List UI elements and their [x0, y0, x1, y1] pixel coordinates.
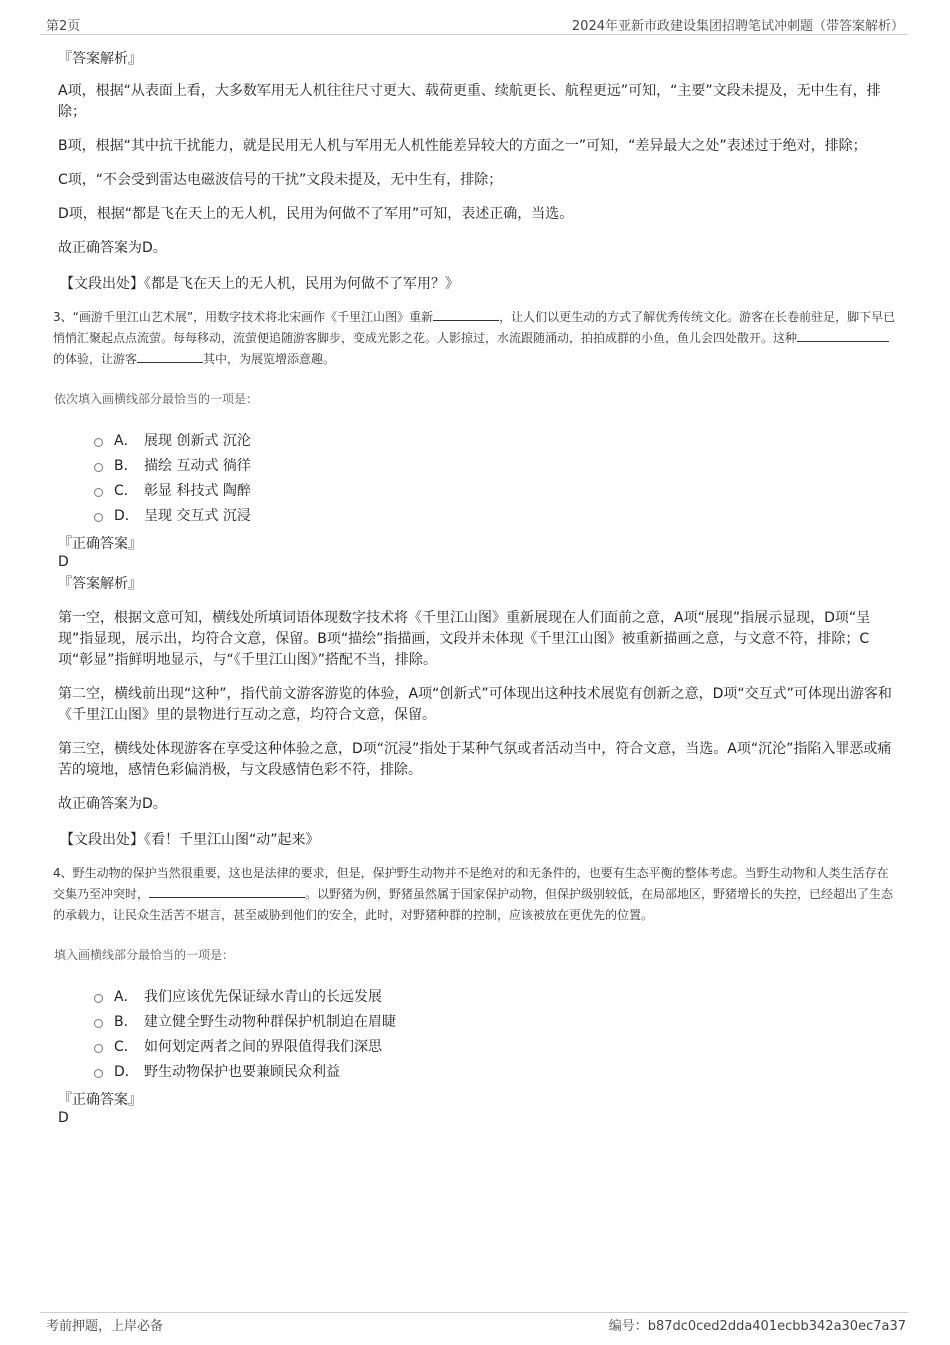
- option-a[interactable]: A． 展现 创新式 沉沦: [94, 427, 896, 452]
- analysis-paragraph: D项，根据“都是飞在天上的无人机，民用为何做不了军用”可知，表述正确，当选。: [58, 206, 574, 222]
- blank-1: [433, 307, 499, 321]
- radio-icon[interactable]: [94, 994, 103, 1003]
- document-code: 编号：b87dc0ced2dda401ecbb342a30ec7a37: [608, 1319, 906, 1334]
- analysis-conclusion: 故正确答案为D。: [58, 796, 167, 812]
- option-b[interactable]: B． 建立健全野生动物种群保护机制迫在眉睫: [94, 1008, 896, 1033]
- radio-icon[interactable]: [94, 463, 103, 472]
- radio-icon[interactable]: [94, 438, 103, 447]
- correct-answer-label: 『正确答案』: [58, 1092, 142, 1108]
- analysis-label: 『答案解析』: [58, 51, 142, 67]
- question-prompt: 依次填入画横线部分最恰当的一项是：: [54, 392, 259, 406]
- option-d[interactable]: D． 呈现 交互式 沉浸: [94, 502, 896, 527]
- radio-icon[interactable]: [94, 1019, 103, 1028]
- question-prompt: 填入画横线部分最恰当的一项是：: [54, 948, 235, 962]
- question-3: 3、“画游千里江山艺术展”，用数字技术将北宋画作《千里江山图》重新 ，让人们以更生动的方式了解优秀传统文化。游客在长卷前驻足，脚下早已悄悄汇聚起点点流萤。每每移动，流萤便追随游客脚步，变成光影之花。人影掠过，水流跟随涌动，拍拍成群的小鱼，鱼儿会四处散开。这种的体验，让游客 其中，为展览增添意趣。: [53, 307, 896, 370]
- analysis-paragraph: A项，根据“从表面上看，大多数军用无人机往往尺寸更大、载荷更重、续航更长、航程更远”可知，“主要”文段未提及，无中生有，排除；: [58, 83, 881, 120]
- page-number: 第2页: [46, 19, 81, 34]
- option-b[interactable]: B． 描绘 互动式 徜徉: [94, 452, 896, 477]
- radio-icon[interactable]: [94, 1069, 103, 1078]
- analysis-paragraph: B项，根据“其中抗干扰能力，就是民用无人机与军用无人机性能差异较大的方面之一”可知，“差异最大之处”表述过于绝对，排除；: [58, 138, 867, 154]
- analysis-paragraph: 第三空，横线处体现游客在享受这种体验之意，D项“沉浸”指处于某种气氛或者活动当中，符合文意，当选。A项“沉沦”指陷入罪恶或痛苦的境地，感情色彩偏消极，与文段感情色彩不符，排除。: [58, 741, 892, 778]
- document-title: 2024年亚新市政建设集团招聘笔试冲刺题（带答案解析）: [571, 19, 904, 34]
- analysis-conclusion: 故正确答案为D。: [58, 240, 167, 256]
- correct-answer: D: [58, 554, 69, 570]
- radio-icon[interactable]: [94, 1044, 103, 1053]
- blank-1: [149, 884, 305, 898]
- analysis-paragraph: 第二空，横线前出现“这种”，指代前文游客游览的体验，A项“创新式”可体现出这种技术展览有创新之意，D项“交互式”可体现出游客和《千里江山图》里的景物进行互动之意，均符合文意，保留。: [58, 686, 892, 723]
- analysis-paragraph: C项，“不会受到雷达电磁波信号的干扰”文段未提及，无中生有，排除；: [58, 172, 503, 188]
- radio-icon[interactable]: [94, 488, 103, 497]
- option-c[interactable]: C． 彰显 科技式 陶醉: [94, 477, 896, 502]
- document-body: [53, 44, 896, 1126]
- passage-source: 【文段出处】《都是飞在天上的无人机，民用为何做不了军用？》: [60, 276, 459, 292]
- blank-2: [797, 328, 889, 342]
- option-a[interactable]: A． 我们应该优先保证绿水青山的长远发展: [94, 983, 896, 1008]
- correct-answer: D: [58, 1110, 69, 1126]
- radio-icon[interactable]: [94, 513, 103, 522]
- page-header: [40, 14, 908, 35]
- correct-answer-label: 『正确答案』: [58, 536, 142, 552]
- blank-3: [137, 349, 203, 363]
- page-footer: [40, 1312, 908, 1335]
- analysis-paragraph: 第一空，根据文意可知，横线处所填词语体现数字技术将《千里江山图》重新展现在人们面前之意，A项“展现”指展示显现，D项“呈现”指显现，展示出，均符合文意，保留。B项“描绘”指描画，文段并未体现《千里江山图》被重新描画之意，与文意不符，排除；C项“彰显”指鲜明地显示，与“《千里江山图》”搭配不当，排除。: [58, 610, 871, 668]
- options-list: [94, 427, 896, 527]
- question-4: 4、野生动物的保护当然很重要，这也是法律的要求，但是，保护野生动物并不是绝对的和无条件的，也要有生态平衡的整体考虑。当野生动物和人类生活存在交集乃至冲突时， 。以野猪为例，野猪虽然属于国家保护动物，但保护级别较低，在局部地区，野猪增长的失控，已经超出了生态的承载力，让民众生活苦不堪言，甚至威胁到他们的安全，此时，对野猪种群的控制，应该被放在更优先的位置。: [53, 866, 894, 922]
- options-list: [94, 983, 896, 1083]
- option-c[interactable]: C． 如何划定两者之间的界限值得我们深思: [94, 1033, 896, 1058]
- footer-slogan: 考前押题，上岸必备: [46, 1319, 164, 1334]
- analysis-label: 『答案解析』: [58, 576, 142, 592]
- option-d[interactable]: D． 野生动物保护也要兼顾民众利益: [94, 1058, 896, 1083]
- passage-source: 【文段出处】《看！千里江山图“动”起来》: [60, 832, 320, 848]
